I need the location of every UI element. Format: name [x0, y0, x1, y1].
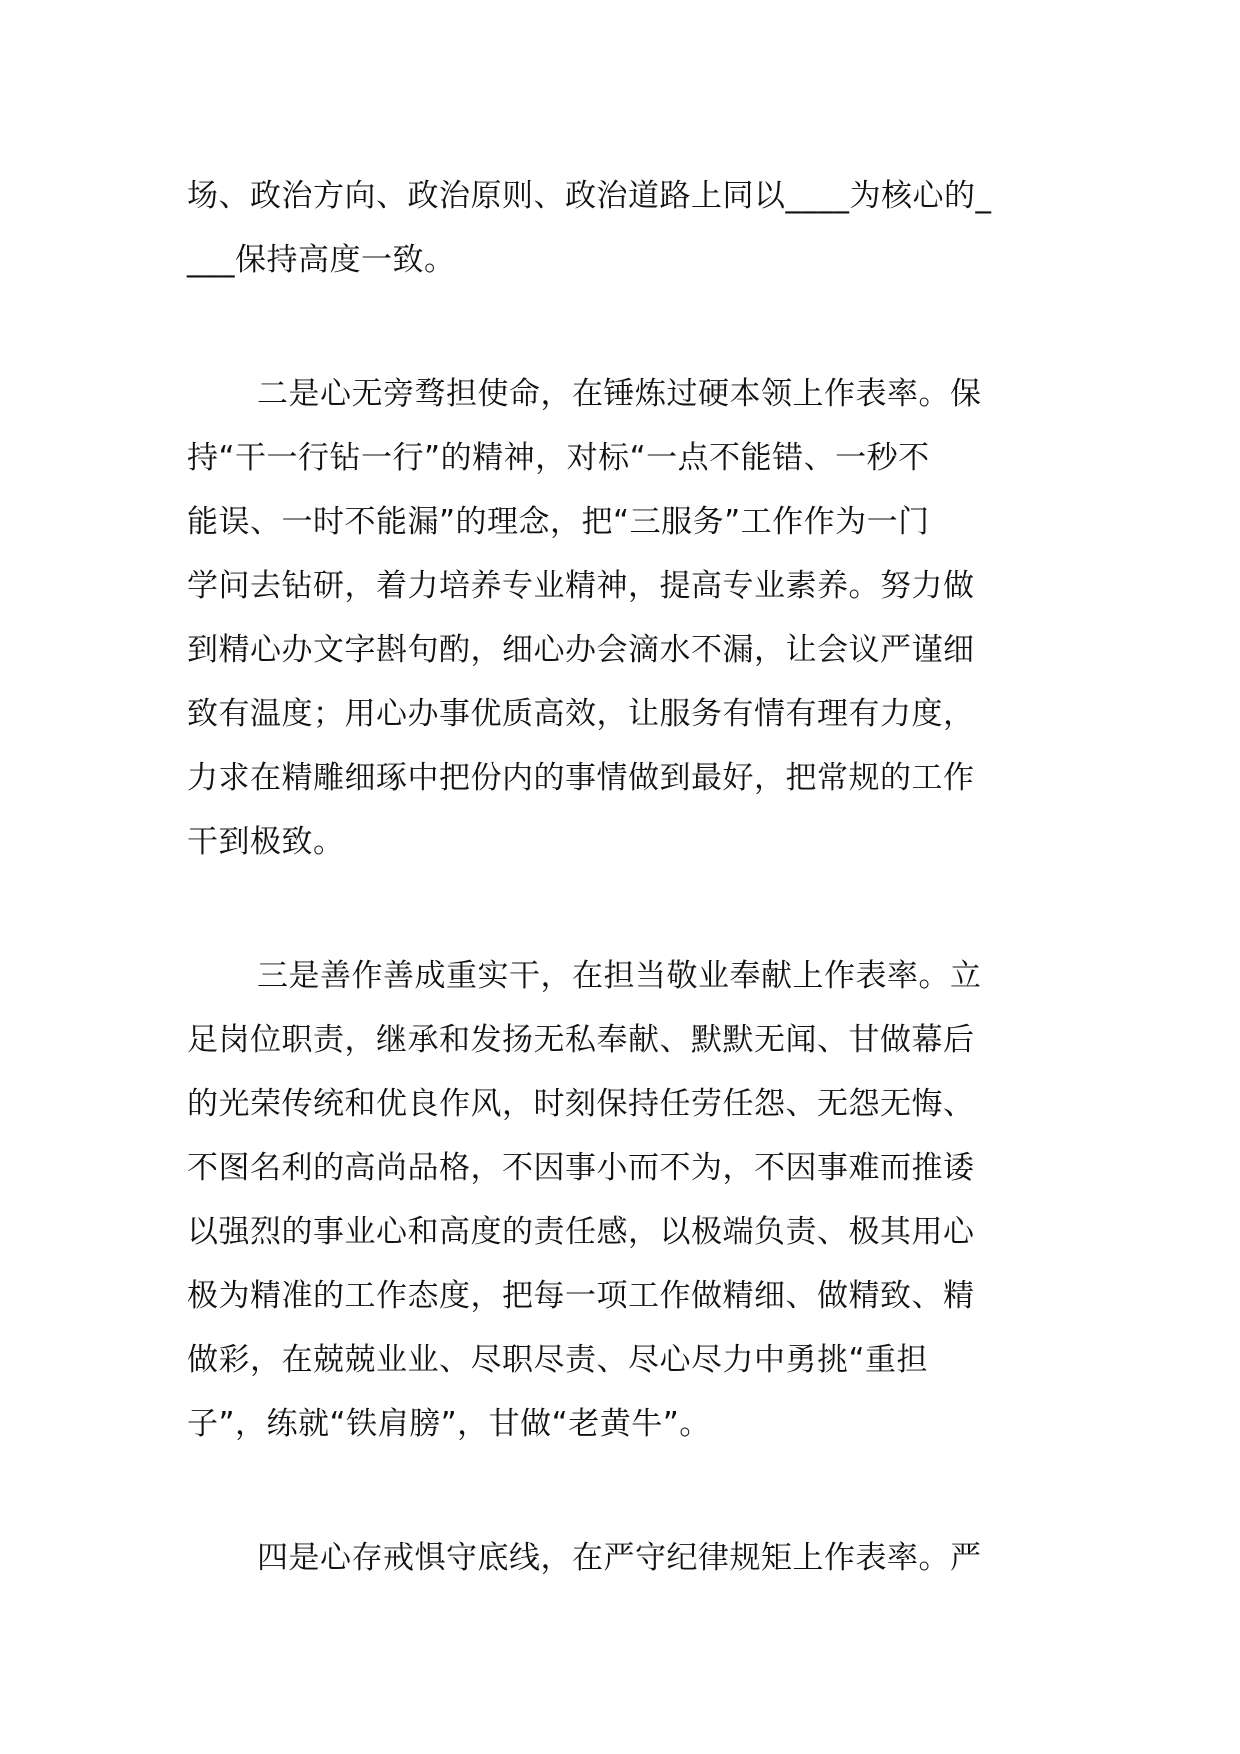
text-line: 足岗位职责，继承和发扬无私奉献、默默无闻、甘做幕后	[187, 1022, 975, 1058]
text-line: 干到极致。	[187, 824, 345, 860]
paragraph-first-line: 二是心无旁骛担使命，在锤炼过硬本领上作表率。保	[257, 376, 982, 412]
text-line: 不图名利的高尚品格，不因事小而不为，不因事难而推诿	[187, 1150, 975, 1186]
paragraph-four	[187, 1526, 1057, 1590]
text-line: 极为精准的工作态度，把每一项工作做精细、做精致、精	[187, 1278, 975, 1314]
text-line: 场、政治方向、政治原则、政治道路上同以____为核心的_	[187, 178, 992, 214]
text-line: 致有温度；用心办事优质高效，让服务有情有理有力度，	[187, 696, 975, 732]
text-line: ___保持高度一致。	[187, 242, 456, 278]
paragraph-three	[187, 944, 1057, 1456]
text-line: 到精心办文字斟句酌，细心办会滴水不漏，让会议严谨细	[187, 632, 975, 668]
text-line: 能误、一时不能漏”的理念，把“三服务”工作作为一门	[187, 504, 930, 540]
text-line: 力求在精雕细琢中把份内的事情做到最好，把常规的工作	[187, 760, 975, 796]
text-line: 的光荣传统和优良作风，时刻保持任劳任怨、无怨无悔、	[187, 1086, 975, 1122]
text-line: 持“干一行钻一行”的精神，对标“一点不能错、一秒不	[187, 440, 930, 476]
paragraph-first-line: 三是善作善成重实干，在担当敬业奉献上作表率。立	[257, 958, 982, 994]
paragraph-two	[187, 362, 1057, 874]
text-line: 做彩，在兢兢业业、尽职尽责、尽心尽力中勇挑“重担	[187, 1342, 929, 1378]
text-line: 以强烈的事业心和高度的责任感，以极端负责、极其用心	[187, 1214, 975, 1250]
text-line: 子”，练就“铁肩膀”，甘做“老黄牛”。	[187, 1406, 711, 1442]
paragraph-first-line: 四是心存戒惧守底线，在严守纪律规矩上作表率。严	[257, 1540, 982, 1576]
paragraph-continuation	[187, 164, 1057, 292]
text-line: 学问去钻研，着力培养专业精神，提高专业素养。努力做	[187, 568, 975, 604]
